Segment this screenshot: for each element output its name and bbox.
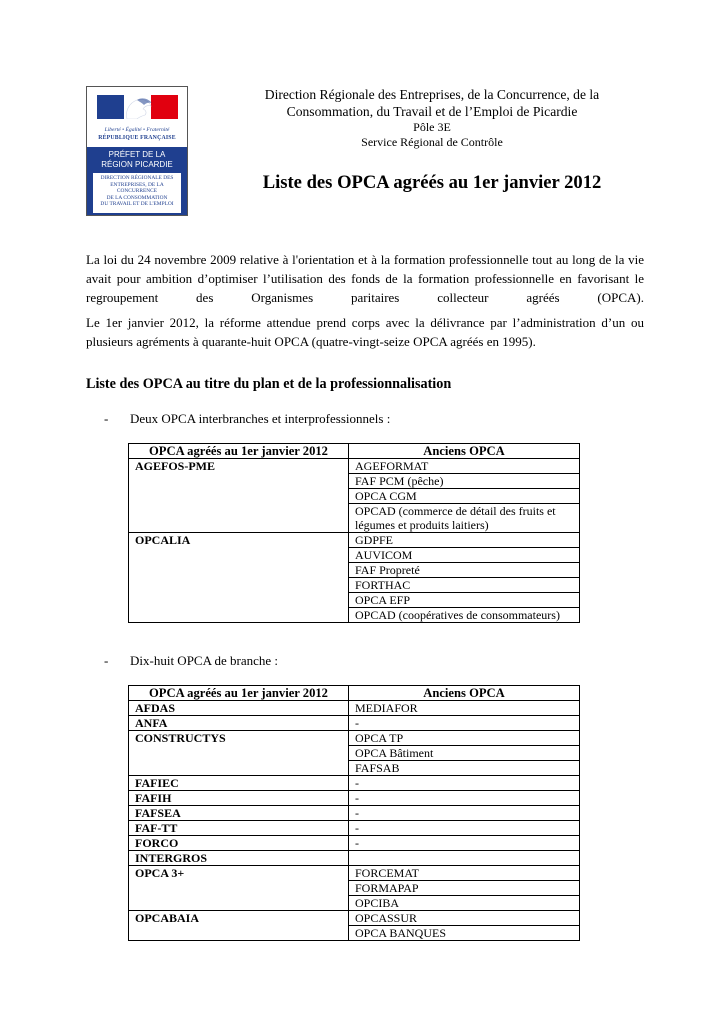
ancien-opca: GDPFE [349,533,580,548]
table-row [129,533,580,548]
table-row [129,731,580,746]
table-row [129,806,580,821]
header-line-3: Pôle 3E [413,120,451,134]
table-row [129,776,580,791]
ancien-opca: FORMAPAP [349,881,580,896]
table-header-opca: OPCA agréés au 1er janvier 2012 [129,444,349,459]
opca-name-continued [129,761,349,776]
table-row [129,896,580,911]
table-row [129,459,580,474]
ancien-opca: OPCASSUR [349,911,580,926]
opca-name-continued [129,881,349,896]
ancien-opca: OPCA BANQUES [349,926,580,941]
ancien-opca: - [349,806,580,821]
table-row [129,489,580,504]
opca-name: OPCABAIA [129,911,349,926]
marianne-profile-icon [121,97,155,119]
ancien-opca: AGEFORMAT [349,459,580,474]
prefet-banner [87,147,187,215]
table-row [129,701,580,716]
opca-name: INTERGROS [129,851,349,866]
republique-francaise: RÉPUBLIQUE FRANÇAISE [98,135,176,141]
opca-name: FAFSEA [129,806,349,821]
prefecture-logo [86,86,188,216]
opca-name-continued [129,593,349,608]
prefet-title: PRÉFET DE LA RÉGION PICARDIE [101,150,173,169]
ancien-opca: OPCA TP [349,731,580,746]
opca-name-continued [129,489,349,504]
header-line-1: Direction Régionale des Entreprises, de la Concurrence, de la [264,87,600,102]
document-title: Liste des OPCA agréés au 1er janvier 2012 [262,172,602,193]
opca-name: AFDAS [129,701,349,716]
direction-label: DIRECTION RÉGIONALE DES ENTREPRISES, DE LA CONCURRENCE DE LA CONSOMMATION DU TRAVAIL ET DE L'EMPLOI [93,173,181,213]
table-interbranches [128,443,579,623]
table-row [129,791,580,806]
bullet-interbranches: - Deux OPCA interbranches et interprofessionnels : [104,411,391,426]
bullet-branche: - Dix-huit OPCA de branche : [104,653,279,668]
header-line-2: Consommation, du Travail et de l’Emploi de Picardie [286,104,578,119]
ancien-opca: OPCAD (coopératives de consommateurs) [349,608,580,623]
opca-name-continued [129,608,349,623]
ancien-opca: FAFSAB [349,761,580,776]
ancien-opca: - [349,836,580,851]
table-header-anciens: Anciens OPCA [349,444,580,459]
opca-name-continued [129,504,349,533]
table-row [129,548,580,563]
table-row [129,926,580,941]
opca-name: OPCA 3+ [129,866,349,881]
ancien-opca: MEDIAFOR [349,701,580,716]
ancien-opca [349,851,580,866]
opca-name: FAFIH [129,791,349,806]
ancien-opca: FAF PCM (pêche) [349,474,580,489]
table-row [129,746,580,761]
opca-name-continued [129,746,349,761]
table-row [129,761,580,776]
ancien-opca: OPCA CGM [349,489,580,504]
opca-name-continued [129,896,349,911]
table-row [129,881,580,896]
table-branche [128,685,579,941]
intro-paragraph-2: Le 1er janvier 2012, la réforme attendue prend corps avec la délivrance par l’administration d’un ou plusieurs agréments à quarante-huit OPCA (quatre-vingt-seize OPCA agréés en 1995). [86,315,644,349]
table-row [129,821,580,836]
republic-motto: Liberté • Égalité • Fraternité [104,127,170,133]
ancien-opca: FAF Propreté [349,563,580,578]
table-row [129,593,580,608]
ancien-opca: FORCEMAT [349,866,580,881]
opca-name: FAF-TT [129,821,349,836]
opca-name: FORCO [129,836,349,851]
ancien-opca: - [349,716,580,731]
table-row [129,716,580,731]
table-row [129,911,580,926]
opca-name: FAFIEC [129,776,349,791]
intro-paragraph-1: La loi du 24 novembre 2009 relative à l'orientation et à la formation professionnelle tout au long de la vie avait pour ambition d’optimiser l’utilisation des fonds de la formation professionnelle en favorisant le regroupement des Organismes paritaires collecteur agréés (OPCA). [86,252,644,305]
opca-name-continued [129,474,349,489]
table-header-opca: OPCA agréés au 1er janvier 2012 [129,686,349,701]
ancien-opca: FORTHAC [349,578,580,593]
ancien-opca: OPCA EFP [349,593,580,608]
opca-name-continued [129,578,349,593]
header-block [210,86,654,150]
table-row [129,504,580,533]
table-row [129,563,580,578]
opca-name: OPCALIA [129,533,349,548]
ancien-opca: OPCIBA [349,896,580,911]
ancien-opca: - [349,776,580,791]
opca-name: CONSTRUCTYS [129,731,349,746]
table-row [129,578,580,593]
table-row [129,474,580,489]
table-header-anciens: Anciens OPCA [349,686,580,701]
table-row [129,866,580,881]
opca-name-continued [129,548,349,563]
table-row [129,608,580,623]
ancien-opca: OPCAD (commerce de détail des fruits et légumes et produits laitiers) [349,504,580,533]
opca-name-continued [129,926,349,941]
ancien-opca: OPCA Bâtiment [349,746,580,761]
ancien-opca: - [349,791,580,806]
ancien-opca: - [349,821,580,836]
section-title: Liste des OPCA au titre du plan et de la professionnalisation [86,376,452,392]
table-row [129,851,580,866]
ancien-opca: AUVICOM [349,548,580,563]
opca-name: ANFA [129,716,349,731]
header-line-4: Service Régional de Contrôle [361,135,503,149]
opca-name-continued [129,563,349,578]
opca-name: AGEFOS-PME [129,459,349,474]
table-row [129,836,580,851]
